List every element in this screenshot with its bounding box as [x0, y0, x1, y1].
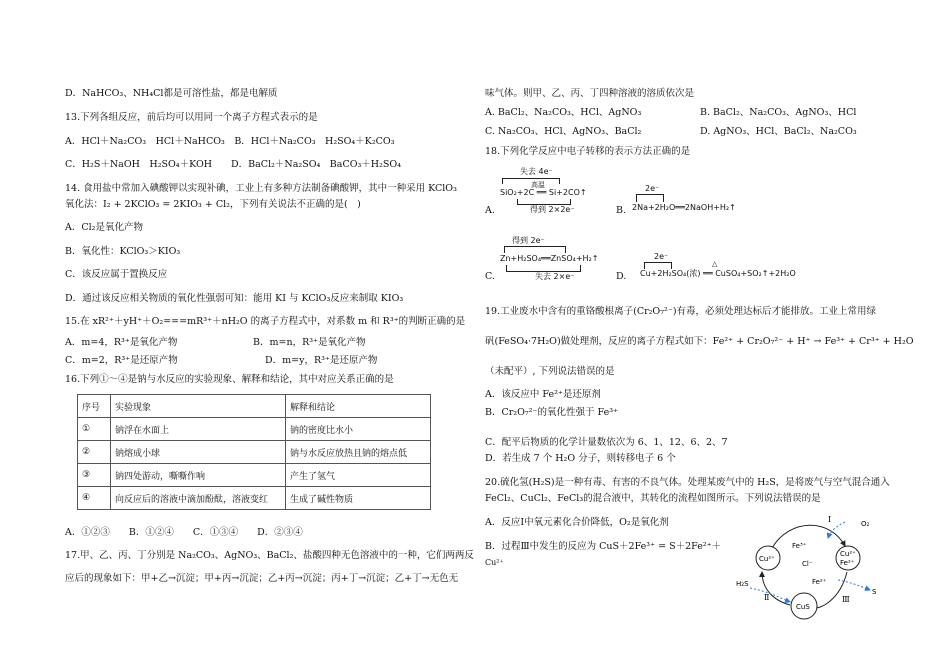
q18a-top-bracket: [502, 178, 560, 179]
table-cell: 钠的密度比水小: [286, 418, 431, 441]
label-roman-3: Ⅲ: [842, 595, 850, 604]
q18d-equation: Cu+2H₂SO₄(浓) ══ CuSO₄+SO₂↑+2H₂O: [640, 269, 796, 278]
q15-option-d: D．m=y，R³⁺是还原产物: [265, 355, 378, 366]
q18a-top-label: 失去 4e⁻: [520, 167, 553, 176]
q20-stem-line1: 20.硫化氢(H₂S)是一种有毒、有害的不良气体。处理某废气中的 H₂S，是将废气与空气混合通入: [485, 477, 890, 488]
table-cell: 生成了碱性物质: [286, 487, 431, 510]
q18b-top-bracket-right: [663, 194, 664, 202]
h2s-inflow-arrow: [750, 588, 790, 602]
q17-stem-line2: 应后的现象如下：甲+乙→沉淀；甲+丙→沉淀；乙+丙→沉淀；丙+丁→沉淀；乙+丁→无色无: [65, 573, 459, 584]
q15-stem: 15.在 xR²⁺＋yH⁺＋O₂===mR³⁺＋nH₂O 的离子方程式中，对系数 m 和 R³⁺的判断正确的是: [65, 316, 466, 327]
q18c-top-label: 得到 2e⁻: [512, 236, 545, 245]
table-header-cell: 解释和结论: [286, 395, 431, 418]
q16-stem: 16.下列①～④是钠与水反应的实验现象、解释和结论，其中对应关系正确的是: [65, 374, 394, 385]
table-cell: 向反应后的溶液中滴加酚酞，溶液变红: [111, 487, 286, 510]
label-fe2-right: Fe²⁺: [840, 559, 855, 567]
table-row: [78, 441, 431, 464]
q13-options-ab: A．HCl＋Na₂CO₃ HCl＋NaHCO₃ B．HCl＋Na₂CO₃ H₂SO₄＋K₂CO₃: [65, 136, 395, 147]
q18d-condition: △: [712, 260, 718, 268]
q17-stem-line1: 17.甲、乙、丙、丁分别是 Na₂CO₃、AgNO₃、BaCl₂、盐酸四种无色溶液中的一种，它们两两反: [65, 550, 474, 561]
q14-stem-line1: 14. 食用盐中常加入碘酸钾以实现补碘，工业上有多种方法制备碘酸钾，其中一种采用 KClO₃: [65, 183, 457, 194]
q18d-top-bracket-left: [644, 262, 645, 269]
table-cell: 产生了氢气: [286, 464, 431, 487]
q19-stem-line1: 19.工业废水中含有的重铬酸根离子(Cr₂O₇²⁻)有毒，必须处理达标后才能排放。工业上常用绿: [485, 306, 877, 317]
table-header-cell: 实验现象: [111, 395, 286, 418]
q18d-top-bracket-right: [671, 262, 672, 269]
table-cell: ②: [78, 441, 111, 464]
q18c-top-bracket: [504, 246, 566, 247]
q18-stem: 18.下列化学反应中电子转移的表示方法正确的是: [485, 146, 691, 157]
q18a-equation: SiO₂+2C ══ Si+2CO↑: [500, 188, 587, 197]
q15-option-a: A．m=4，R³⁺是氧化产物: [65, 337, 178, 348]
q14-option-c: C．该反应属于置换反应: [65, 269, 168, 280]
label-roman-2: Ⅱ: [764, 593, 770, 602]
table-header-cell: 序号: [78, 395, 111, 418]
label-cl: Cl⁻: [802, 560, 813, 568]
q13-options-cd: C．H₂S＋NaOH H₂SO₄＋KOH D．BaCl₂＋Na₂SO₄ BaCO₃＋H₂SO₄: [65, 159, 402, 170]
label-s: S: [872, 588, 877, 596]
q14-option-a: A．Cl₂是氧化产物: [65, 222, 143, 233]
q20-option-a: A．反应Ⅰ中氧元素化合价降低，O₂是氧化剂: [485, 517, 669, 528]
q20-option-b-line2: Cu²⁺: [485, 558, 504, 567]
table-row: [78, 464, 431, 487]
q18a-top-bracket-right: [559, 178, 560, 184]
label-cu2-right: Cu²⁺: [840, 550, 856, 558]
q14-option-b: B．氧化性：KClO₃＞KIO₃: [65, 246, 181, 257]
label-h2s: H₂S: [736, 580, 749, 588]
q18c-equation: Zn+H₂SO₄══ZnSO₄+H₂↑: [500, 254, 599, 263]
label-cu2-left: Cu²⁺: [759, 555, 775, 563]
table-header-row: [78, 395, 431, 418]
q18a-bottom-label: 得到 2×2e⁻: [530, 205, 575, 214]
q18b-equation: 2Na+2H₂O══2NaOH+H₂↑: [632, 203, 736, 212]
q16-table: [77, 394, 431, 510]
table-cell: ③: [78, 464, 111, 487]
q18b-top-bracket: [636, 194, 664, 195]
table-cell: 钠四处游动，嘶嘶作响: [111, 464, 286, 487]
q18d-top-bracket: [644, 262, 672, 263]
q13-stem: 13.下列各组反应，前后均可以用同一个离子方程式表示的是: [65, 112, 318, 123]
label-fe3-top: Fe³⁺: [792, 542, 807, 550]
q19-stem-line3: （未配平）, 下列说法错误的是: [485, 366, 615, 377]
q18b-top-label: 2e⁻: [645, 184, 660, 193]
q19-option-b: B．Cr₂O₇²⁻的氧化性强于 Fe³⁺: [485, 407, 619, 418]
q14-option-d: D．通过该反应相关物质的氧化性强弱可知：能用 KI 与 KClO₃反应来制取 KIO₃: [65, 293, 404, 304]
q20-option-b-line1: B．过程Ⅲ中发生的反应为 CuS＋2Fe³⁺ = S＋2Fe²⁺＋: [485, 541, 722, 552]
table-cell: 钠熔成小球: [111, 441, 286, 464]
table-cell: 钠浮在水面上: [111, 418, 286, 441]
q15-option-c: C．m=2，R³⁺是还原产物: [65, 355, 178, 366]
q17-option-b: B. BaCl₂、Na₂CO₃、AgNO₃、HCl: [700, 107, 857, 118]
table-cell: 钠与水反应放热且钠的熔点低: [286, 441, 431, 464]
q19-stem-line2: 矾(FeSO₄·7H₂O)做处理剂，反应的离子方程式如下：Fe²⁺ + Cr₂O₇²⁻ + H⁺ → Fe³⁺ + Cr³⁺ + H₂O: [485, 336, 914, 347]
q18-option-b-label: B.: [616, 205, 627, 216]
label-roman-1: Ⅰ: [828, 515, 832, 524]
q18a-top-bracket-left: [502, 178, 503, 184]
table-row: [78, 487, 431, 510]
q18c-top-bracket-left: [504, 246, 505, 253]
table-row: [78, 418, 431, 441]
q18-option-d-label: D.: [616, 271, 627, 282]
q17-option-a: A. BaCl₂、Na₂CO₃、HCl、AgNO₃: [485, 107, 642, 118]
label-fe2-bottom: Fe²⁺: [812, 578, 827, 586]
q18b-top-bracket-left: [636, 194, 637, 202]
label-o2: O₂: [861, 520, 870, 528]
q18a-condition: 高温: [531, 181, 545, 189]
q17-option-d: D. AgNO₃、HCl、BaCl₂、Na₂CO₃: [700, 126, 857, 137]
q18-option-a-label: A.: [485, 205, 495, 216]
q20-cycle-diagram: [730, 510, 890, 625]
table-cell: ①: [78, 418, 111, 441]
q18-option-c-label: C.: [485, 271, 495, 282]
q18c-top-bracket-right: [565, 246, 566, 253]
q19-option-a: A．该反应中 Fe²⁺是还原剂: [485, 389, 601, 400]
q12-option-d: D．NaHCO₃、NH₄Cl都是可溶性盐，都是电解质: [65, 88, 278, 99]
q17-option-c: C. Na₂CO₃、HCl、AgNO₃、BaCl₂: [485, 126, 642, 137]
q15-option-b: B．m=n，R³⁺是氧化产物: [253, 337, 366, 348]
q14-stem-line2: 氧化法：I₂ + 2KClO₃ = 2KIO₃ + Cl₂，下列有关说法不正确的是( ): [65, 199, 361, 210]
q20-stem-line2: FeCl₂、CuCl₂、FeCl₃的混合液中，其转化的流程如图所示。下列说法错误的是: [485, 493, 821, 504]
q18d-top-label: 2e⁻: [654, 252, 669, 261]
q19-option-d: D．若生成 7 个 H₂O 分子，则转移电子 6 个: [485, 453, 676, 464]
q17-stem-line3: 味气体。则甲、乙、丙、丁四种溶液的溶质依次是: [485, 88, 695, 99]
q18c-bottom-label: 失去 2×e⁻: [535, 272, 575, 281]
table-cell: ④: [78, 487, 111, 510]
q19-option-c: C．配平后物质的化学计量数依次为 6、1、12、6、2、7: [485, 437, 728, 448]
q16-options: A．①②③ B．①②④ C．①③④ D．②③④: [65, 527, 303, 538]
label-cus: CuS: [796, 603, 810, 611]
